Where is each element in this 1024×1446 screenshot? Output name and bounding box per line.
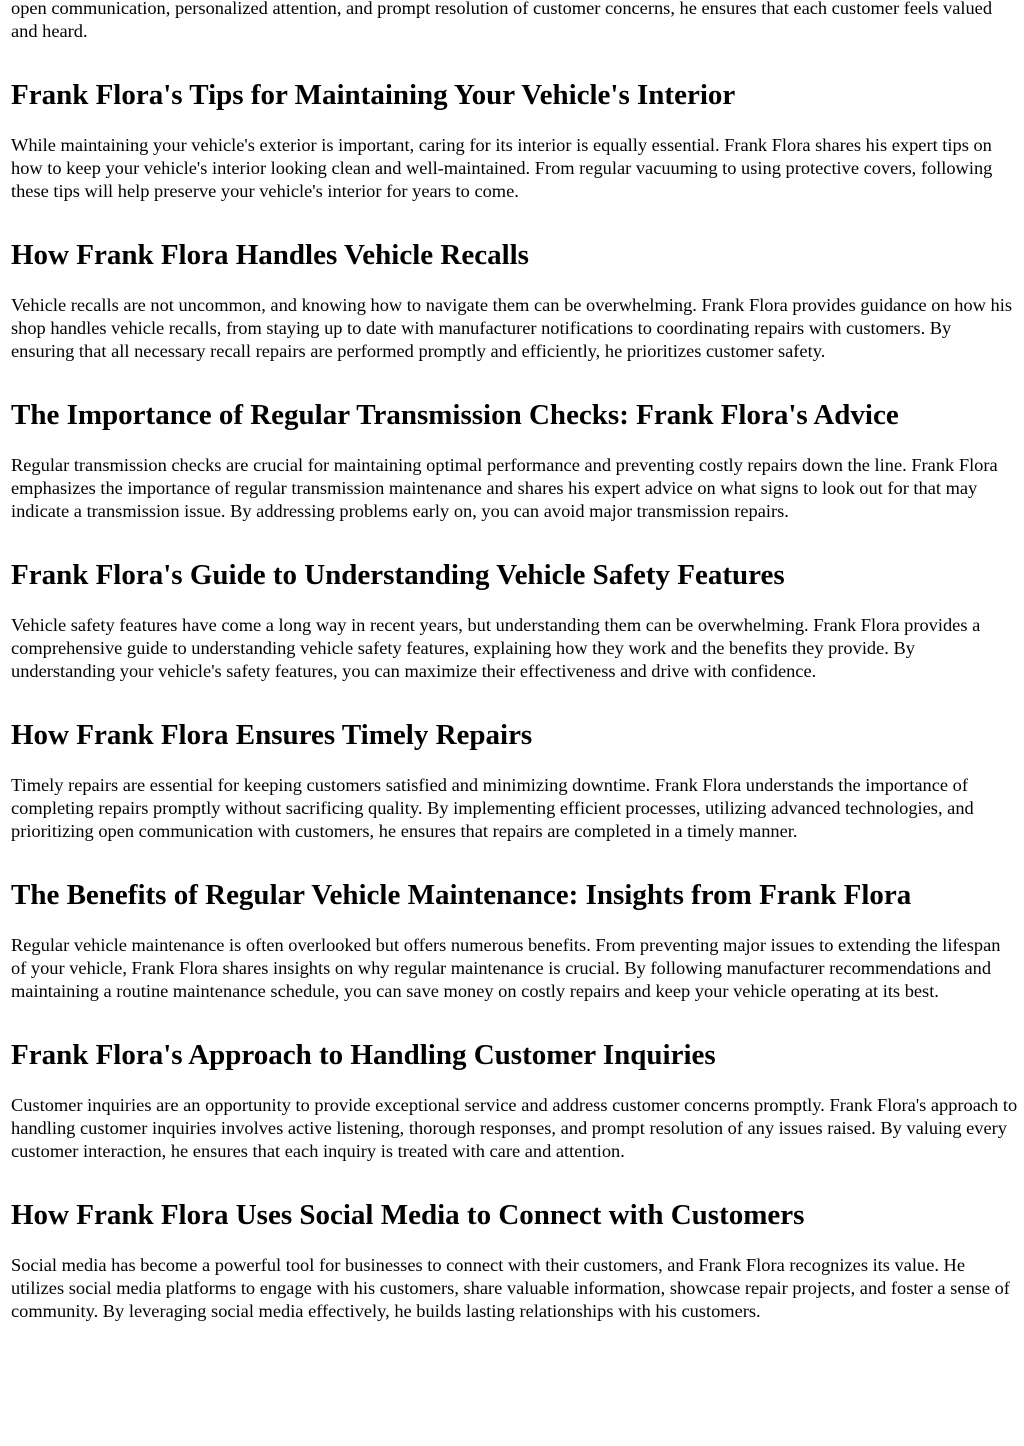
section-heading: How Frank Flora Handles Vehicle Recalls [11, 239, 529, 271]
section-safety-features [11, 558, 1018, 683]
section-paragraph: Regular transmission checks are crucial for maintaining optimal performance and preventing costly repairs down the line. Frank Flora emphasizes the importance of regular transmission maintenance and shares his expert advice on what signs to look out for that may indicate a transmission issue. By addressing problems early on, you can avoid major transmission repairs. [11, 455, 998, 521]
section-heading: The Benefits of Regular Vehicle Maintenance: Insights from Frank Flora [11, 879, 912, 911]
section-paragraph: Timely repairs are essential for keeping customers satisfied and minimizing downtime. Frank Flora understands the importance of completing repairs promptly without sacrificing quality. By implementing efficient processes, utilizing advanced technologies, and prioritizing open communication with customers, he ensures that repairs are completed in a timely manner. [11, 775, 974, 841]
document-page [11, 0, 1018, 1323]
section-heading: The Importance of Regular Transmission Checks: Frank Flora's Advice [11, 399, 899, 431]
section-paragraph: Vehicle recalls are not uncommon, and knowing how to navigate them can be overwhelming. Frank Flora provides guidance on how his shop handles vehicle recalls, from staying up to date with manufacturer notifications to coordinating repairs with customers. By ensuring that all necessary recall repairs are performed promptly and efficiently, he prioritizes customer safety. [11, 295, 1013, 361]
section-paragraph: Vehicle safety features have come a long way in recent years, but understanding them can be overwhelming. Frank Flora provides a comprehensive guide to understanding vehicle safety features, explaining how they work and the benefits they provide. By understanding your vehicle's safety features, you can maximize their effectiveness and drive with confidence. [11, 615, 981, 681]
section-vehicle-recalls [11, 238, 1018, 363]
intro-paragraph: open communication, personalized attention, and prompt resolution of customer concerns, he ensures that each customer feels valued and heard. [11, 0, 993, 41]
section-transmission-checks [11, 398, 1018, 523]
section-heading: How Frank Flora Uses Social Media to Connect with Customers [11, 1199, 805, 1231]
section-timely-repairs [11, 718, 1018, 843]
section-heading: Frank Flora's Tips for Maintaining Your Vehicle's Interior [11, 79, 736, 111]
section-paragraph: Social media has become a powerful tool for businesses to connect with their customers, and Frank Flora recognizes its value. He utilizes social media platforms to engage with his customers, share valuable information, showcase repair projects, and foster a sense of community. By leveraging social media effectively, he builds lasting relationships with his customers. [11, 1255, 1010, 1321]
section-paragraph: While maintaining your vehicle's exterior is important, caring for its interior is equally essential. Frank Flora shares his expert tips on how to keep your vehicle's interior looking clean and well-maintained. From regular vacuuming to using protective covers, following these tips will help preserve your vehicle's interior for years to come. [11, 135, 993, 201]
section-regular-maintenance [11, 878, 1018, 1003]
section-paragraph: Customer inquiries are an opportunity to provide exceptional service and address customer concerns promptly. Frank Flora's approach to handling customer inquiries involves active listening, thorough responses, and prompt resolution of any issues raised. By valuing every customer interaction, he ensures that each inquiry is treated with care and attention. [11, 1095, 1018, 1161]
section-paragraph: Regular vehicle maintenance is often overlooked but offers numerous benefits. From preventing major issues to extending the lifespan of your vehicle, Frank Flora shares insights on why regular maintenance is crucial. By following manufacturer recommendations and maintaining a routine maintenance schedule, you can save money on costly repairs and keep your vehicle operating at its best. [11, 935, 1001, 1001]
section-social-media [11, 1198, 1018, 1323]
section-heading: Frank Flora's Guide to Understanding Vehicle Safety Features [11, 559, 785, 591]
section-heading: How Frank Flora Ensures Timely Repairs [11, 719, 533, 751]
section-customer-inquiries [11, 1038, 1018, 1163]
section-heading: Frank Flora's Approach to Handling Customer Inquiries [11, 1039, 716, 1071]
section-interior-tips [11, 78, 1018, 203]
